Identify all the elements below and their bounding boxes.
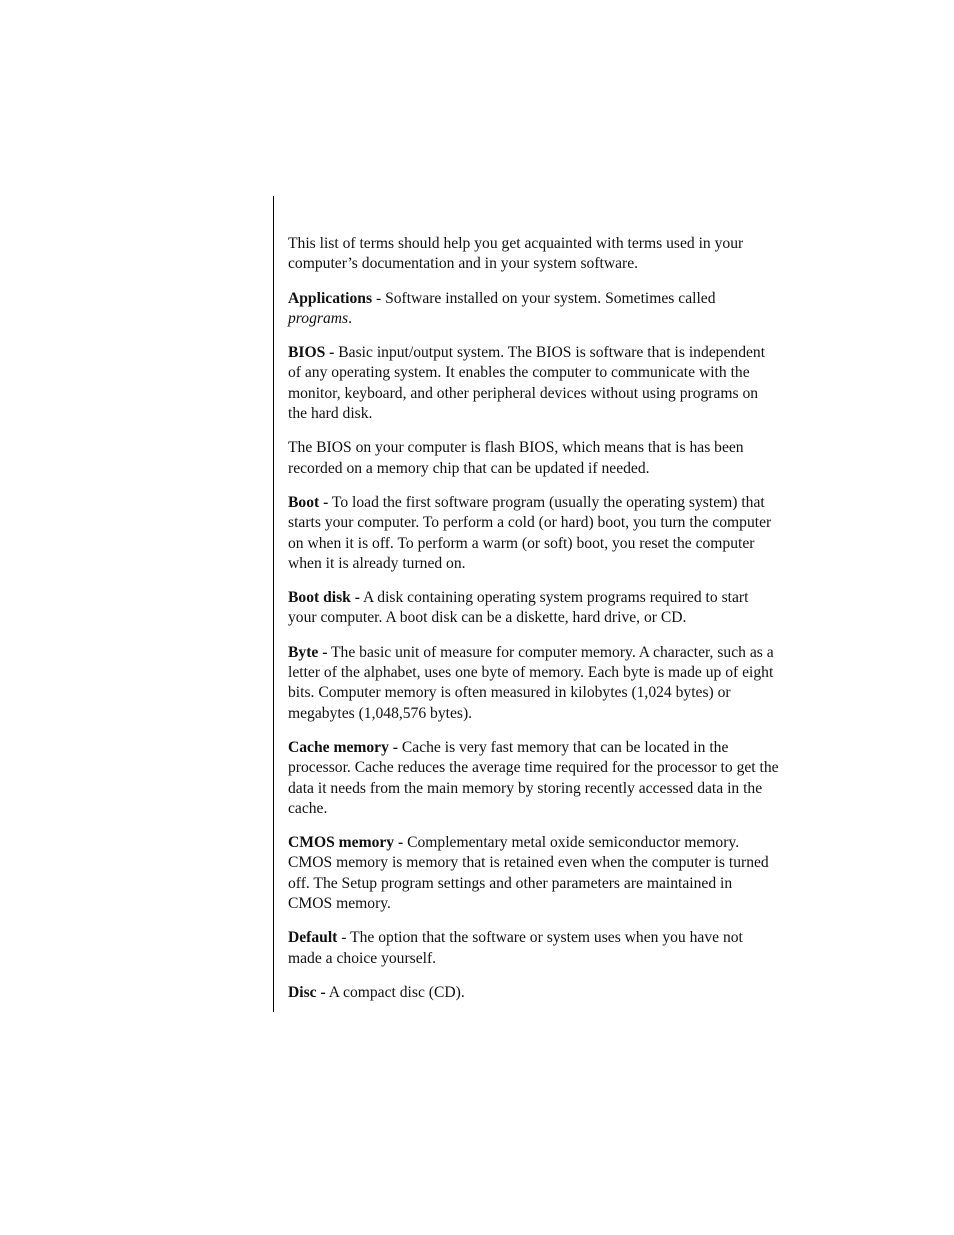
term-applications: Applications xyxy=(288,289,373,307)
definition-disc: A compact disc (CD). xyxy=(328,983,465,1001)
glossary-entry-cmos-memory xyxy=(288,833,780,914)
term-bios: BIOS - xyxy=(288,344,335,362)
definition-boot-disk: A disk containing operating system programs required to start your computer. A boot disk can be a diskette, hard drive, or CD. xyxy=(288,589,749,627)
note-flash-bios-text: The BIOS on your computer is flash BIOS, which means that is has been recorded on a memory chip that can be updated if needed. xyxy=(288,439,744,477)
term-boot-disk: Boot disk - xyxy=(288,589,360,607)
definition-applications: Software installed on your system. Sometimes called xyxy=(385,289,716,307)
glossary-entry-boot-disk xyxy=(288,588,780,629)
margin-rule xyxy=(273,196,274,1012)
glossary-entry-bios xyxy=(288,343,780,424)
glossary-entry-boot xyxy=(288,493,780,574)
glossary-entry-disc xyxy=(288,983,780,1003)
glossary-entry-default xyxy=(288,928,780,969)
glossary-entry-byte xyxy=(288,643,780,724)
definition-byte: The basic unit of measure for computer memory. A character, such as a letter of the alphabet, uses one byte of memory. Each byte is made up of eight bits. Computer memory is often measured in kilobytes (1,024 bytes) or megabytes (1,048,576 bytes). xyxy=(288,643,774,722)
term-disc: Disc - xyxy=(288,983,326,1001)
separator: - xyxy=(337,929,351,947)
glossary-note-flash-bios xyxy=(288,438,780,479)
term-default: Default xyxy=(288,929,338,947)
glossary-entry-applications xyxy=(288,289,780,330)
definition-boot: To load the first software program (usually the operating system) that starts your computer. To perform a cold (or hard) boot, you turn the computer on when it is off. To perform a warm (or soft) boot, you reset the computer when it is already turned on. xyxy=(288,493,772,572)
term-byte: Byte - xyxy=(288,643,328,661)
separator: - xyxy=(372,289,386,307)
term-boot: Boot - xyxy=(288,493,329,511)
definition-cmos-memory: Complementary metal oxide semiconductor memory. CMOS memory is memory that is retained even when the computer is turned off. The Setup program settings and other parameters are maintained in CMOS memory. xyxy=(288,834,769,913)
emphasis-programs: programs xyxy=(288,309,349,327)
term-cache-memory: Cache memory - xyxy=(288,738,398,756)
glossary-intro xyxy=(288,234,780,275)
glossary-body xyxy=(288,234,780,1017)
term-cmos-memory: CMOS memory - xyxy=(288,834,404,852)
intro-text: This list of terms should help you get acquainted with terms used in your computer’s documentation and in your system software. xyxy=(288,235,744,273)
definition-tail: . xyxy=(348,309,352,327)
glossary-entry-cache-memory xyxy=(288,738,780,819)
definition-bios: Basic input/output system. The BIOS is software that is independent of any operating system. It enables the computer to communicate with the monitor, keyboard, and other peripheral devices without using programs on the hard disk. xyxy=(288,344,766,423)
definition-cache-memory: Cache is very fast memory that can be located in the processor. Cache reduces the average time required for the processor to get the data it needs from the main memory by storing recently accessed data in the cache. xyxy=(288,738,779,817)
definition-default: The option that the software or system uses when you have not made a choice yourself. xyxy=(288,929,743,967)
